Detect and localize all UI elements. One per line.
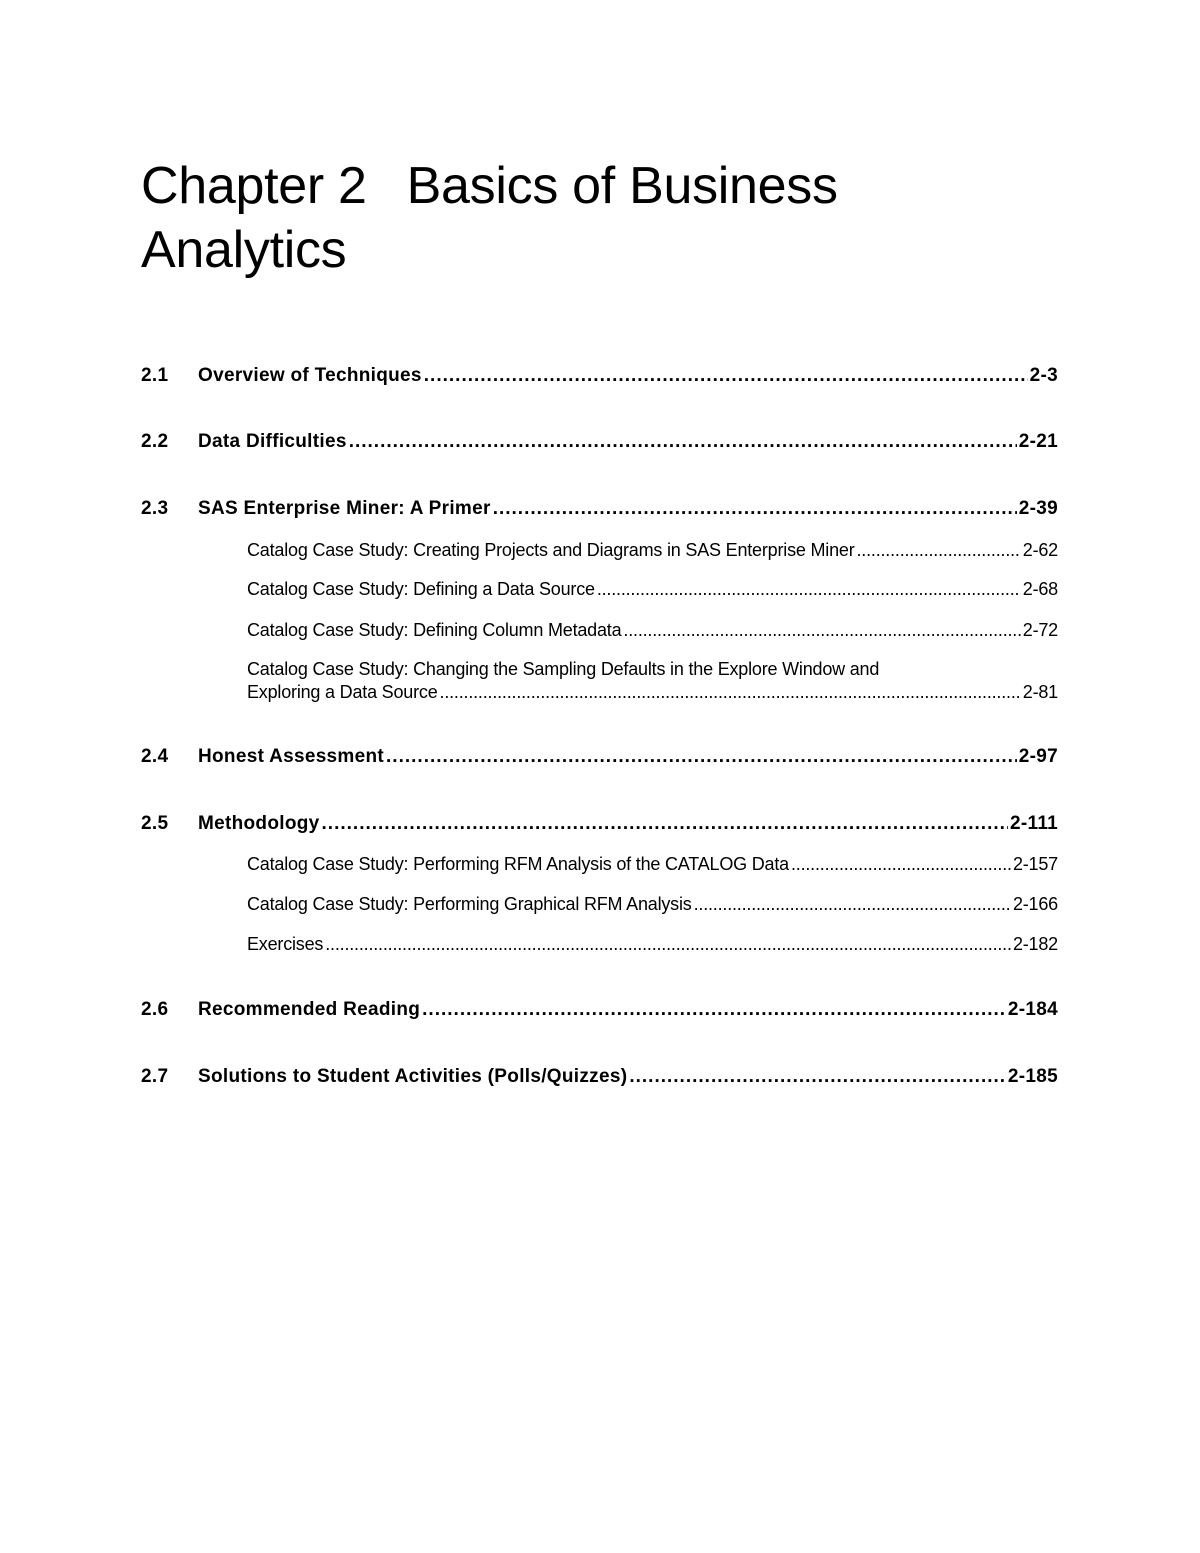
- section-number: 2.4: [141, 746, 169, 767]
- dot-leader: [694, 893, 1011, 916]
- toc-subsection[interactable]: [247, 578, 1058, 601]
- dot-leader: [424, 364, 1028, 388]
- section-page: 2-21: [1018, 431, 1058, 452]
- section-number: 2.3: [141, 498, 169, 519]
- dot-leader: [629, 1065, 1006, 1089]
- chapter-number: Chapter 2: [141, 157, 367, 215]
- toc-section-2-5[interactable]: [141, 812, 1058, 836]
- subsection-title: Catalog Case Study: Defining Column Metadata: [247, 620, 622, 640]
- dot-leader: [493, 497, 1017, 521]
- section-page: 2-184: [1007, 999, 1058, 1020]
- chapter-title-line2: Analytics: [141, 221, 347, 279]
- section-number: 2.1: [141, 365, 169, 386]
- section-number: 2.7: [141, 1066, 169, 1087]
- subsection-title: Catalog Case Study: Performing Graphical RFM Analysis: [247, 894, 692, 914]
- section-number: 2.6: [141, 999, 169, 1020]
- section-page: 2-39: [1018, 498, 1058, 519]
- subsection-page: 2-81: [1022, 682, 1058, 702]
- subsection-title: Catalog Case Study: Defining a Data Source: [247, 579, 595, 599]
- chapter-title-line1: Basics of Business: [406, 157, 838, 215]
- subsection-page: 2-157: [1012, 854, 1058, 874]
- dot-leader: [349, 430, 1017, 454]
- section-page: 2-3: [1029, 365, 1058, 386]
- toc-subsection[interactable]: [247, 933, 1058, 956]
- subsection-title: Catalog Case Study: Creating Projects and Diagrams in SAS Enterprise Miner: [247, 540, 855, 560]
- toc-section-2-7[interactable]: [141, 1065, 1058, 1089]
- dot-leader: [440, 681, 1021, 704]
- toc-section-2-1[interactable]: [141, 364, 1058, 388]
- section-title: Methodology: [198, 813, 320, 834]
- section-number: 2.5: [141, 813, 169, 834]
- subsection-page: 2-166: [1012, 894, 1058, 914]
- section-title: Solutions to Student Activities (Polls/Quizzes): [198, 1066, 628, 1087]
- subsection-title-line1: Catalog Case Study: Changing the Sampling Defaults in the Explore Window and: [247, 659, 880, 679]
- toc-subsection[interactable]: [247, 658, 1058, 704]
- section-page: 2-97: [1018, 746, 1058, 767]
- toc-subsection[interactable]: [247, 619, 1058, 642]
- section-title: Overview of Techniques: [198, 365, 422, 386]
- subsection-title-line2: Exploring a Data Source: [247, 682, 438, 702]
- subsection-title: Exercises: [247, 934, 324, 954]
- dot-leader: [422, 998, 1006, 1022]
- section-page: 2-185: [1007, 1066, 1058, 1087]
- toc-section-2-2[interactable]: [141, 430, 1058, 454]
- subsection-page: 2-182: [1012, 934, 1058, 954]
- toc-subsection[interactable]: [247, 893, 1058, 916]
- section-title: Recommended Reading: [198, 999, 421, 1020]
- section-page: 2-111: [1010, 813, 1058, 834]
- dot-leader: [597, 578, 1021, 601]
- dot-leader: [791, 853, 1011, 876]
- subsection-page: 2-68: [1022, 579, 1058, 599]
- section-title: SAS Enterprise Miner: A Primer: [198, 498, 491, 519]
- toc-section-2-6[interactable]: [141, 998, 1058, 1022]
- toc-section-2-3[interactable]: [141, 497, 1058, 521]
- dot-leader: [386, 745, 1017, 769]
- subsection-title: Catalog Case Study: Performing RFM Analysis of the CATALOG Data: [247, 854, 789, 874]
- dot-leader: [322, 812, 1008, 836]
- dot-leader: [325, 933, 1011, 956]
- dot-leader: [856, 539, 1020, 562]
- toc-subsection[interactable]: [247, 539, 1058, 562]
- toc-section-2-4[interactable]: [141, 745, 1058, 769]
- chapter-title: [141, 154, 1041, 282]
- section-number: 2.2: [141, 431, 169, 452]
- section-title: Honest Assessment: [198, 746, 385, 767]
- dot-leader: [623, 619, 1020, 642]
- section-title: Data Difficulties: [198, 431, 347, 452]
- subsection-page: 2-72: [1022, 620, 1058, 640]
- toc-subsection[interactable]: [247, 853, 1058, 876]
- subsection-page: 2-62: [1022, 540, 1058, 560]
